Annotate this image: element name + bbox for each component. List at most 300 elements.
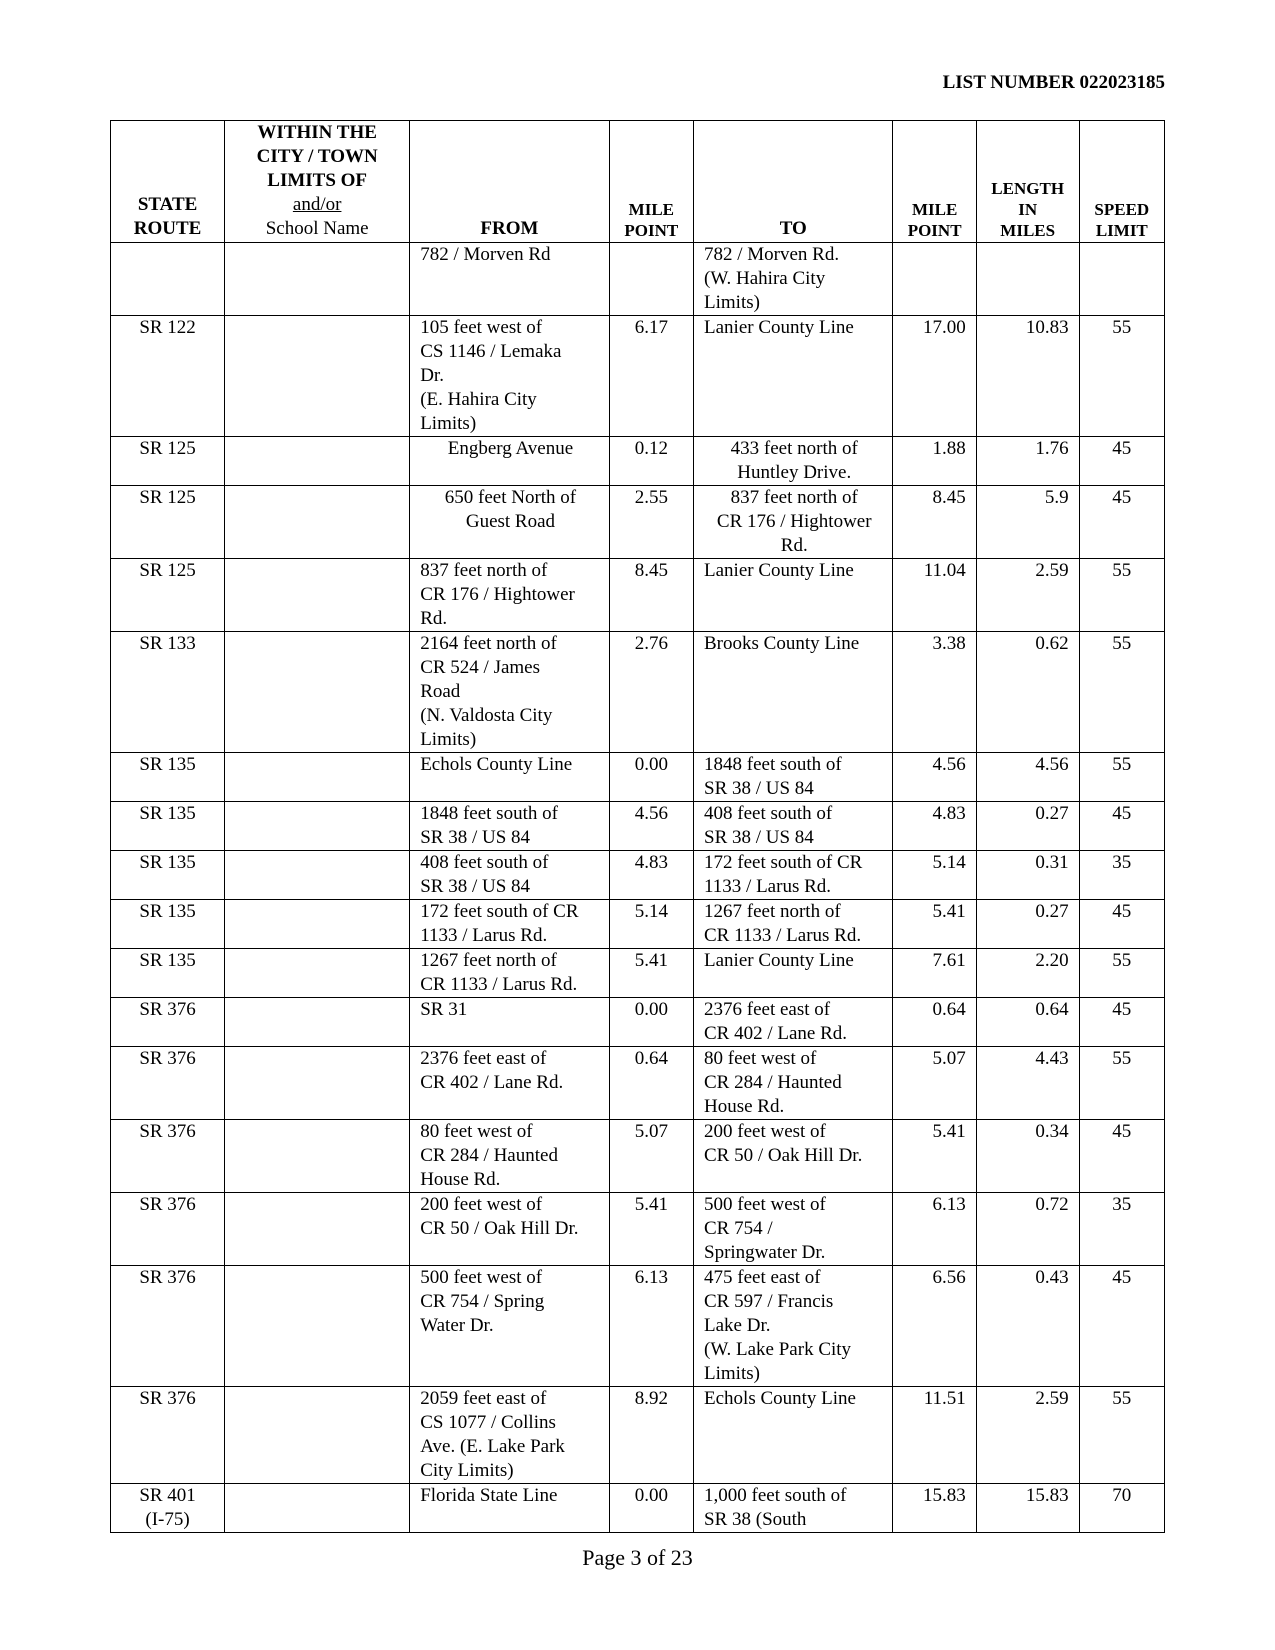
cell-mile-point-from — [609, 1484, 693, 1533]
cell-state-route-text: SR 376 — [139, 1388, 196, 1409]
cell-to-text: 1267 feet north of CR 1133 / Larus Rd. — [704, 901, 862, 946]
col-header-line: MILE — [911, 200, 958, 219]
cell-length-miles-text: 15.83 — [1025, 1485, 1069, 1506]
cell-speed-limit — [1079, 851, 1164, 900]
cell-length-miles-text: 2.59 — [1035, 560, 1069, 581]
cell-from-text: 650 feet North of Guest Road — [444, 487, 577, 532]
cell-speed-limit-text: 70 — [1112, 1485, 1132, 1506]
cell-mile-point-from — [609, 851, 693, 900]
cell-speed-limit-text: 55 — [1112, 317, 1132, 338]
cell-state-route — [111, 243, 225, 316]
cell-mile-point-to-text: 6.13 — [932, 1194, 966, 1215]
table-row — [111, 851, 1165, 900]
cell-mile-point-to — [893, 998, 976, 1047]
cell-within-limits — [225, 1193, 410, 1266]
cell-mile-point-to-text: 11.04 — [923, 560, 966, 581]
cell-mile-point-to — [893, 1047, 976, 1120]
cell-mile-point-from-text: 0.64 — [634, 1048, 668, 1069]
col-header-line: SPEED — [1094, 200, 1150, 219]
cell-from — [410, 949, 609, 998]
cell-length-miles — [976, 632, 1079, 753]
cell-speed-limit-text: 45 — [1112, 487, 1132, 508]
cell-mile-point-to — [893, 1484, 976, 1533]
col-header-line: TO — [779, 218, 807, 239]
cell-from — [410, 1047, 609, 1120]
cell-speed-limit-text: 55 — [1112, 560, 1132, 581]
cell-mile-point-from-text: 0.12 — [634, 438, 668, 459]
cell-from-text: 1267 feet north of CR 1133 / Larus Rd. — [420, 950, 578, 995]
cell-within-limits — [225, 1387, 410, 1484]
cell-mile-point-from-text: 6.13 — [634, 1267, 668, 1288]
cell-from — [410, 753, 609, 802]
cell-to-text: 2376 feet east of CR 402 / Lane Rd. — [704, 999, 848, 1044]
cell-to-text: 408 feet south of SR 38 / US 84 — [704, 803, 833, 848]
cell-length-miles — [976, 753, 1079, 802]
cell-mile-point-to-text: 5.14 — [932, 852, 966, 873]
cell-to — [694, 851, 893, 900]
table-row — [111, 753, 1165, 802]
cell-mile-point-from — [609, 486, 693, 559]
cell-mile-point-from-text: 2.55 — [634, 487, 668, 508]
cell-from — [410, 632, 609, 753]
cell-from-text: 105 feet west of CS 1146 / Lemaka Dr. (E. Hahira City Limits) — [420, 317, 562, 434]
col-header-speed-limit — [1079, 121, 1164, 243]
cell-mile-point-from — [609, 1387, 693, 1484]
col-header-length — [976, 121, 1079, 243]
cell-length-miles — [976, 900, 1079, 949]
cell-to — [694, 753, 893, 802]
cell-state-route — [111, 1120, 225, 1193]
cell-from-text: 2164 feet north of CR 524 / James Road (N. Valdosta City Limits) — [420, 633, 557, 750]
cell-state-route-text: SR 125 — [139, 487, 196, 508]
cell-mile-point-to-text: 5.07 — [932, 1048, 966, 1069]
col-header-line: LIMIT — [1095, 221, 1148, 240]
cell-speed-limit-text: 55 — [1112, 950, 1132, 971]
cell-from-text: 1848 feet south of SR 38 / US 84 — [420, 803, 558, 848]
cell-state-route — [111, 998, 225, 1047]
col-header-from — [410, 121, 609, 243]
table-row — [111, 1047, 1165, 1120]
cell-to — [694, 243, 893, 316]
cell-state-route — [111, 437, 225, 486]
col-header-line: MILE — [628, 200, 675, 219]
cell-mile-point-to — [893, 243, 976, 316]
cell-length-miles-text: 0.34 — [1035, 1121, 1069, 1142]
cell-mile-point-from — [609, 243, 693, 316]
cell-to — [694, 900, 893, 949]
cell-speed-limit — [1079, 949, 1164, 998]
speed-zone-table — [110, 120, 1165, 1533]
cell-state-route — [111, 1047, 225, 1120]
cell-state-route-text: SR 135 — [139, 950, 196, 971]
cell-mile-point-to — [893, 486, 976, 559]
cell-length-miles-text: 1.76 — [1035, 438, 1069, 459]
cell-length-miles — [976, 1047, 1079, 1120]
cell-from-text: Echols County Line — [420, 754, 573, 775]
cell-to-text: Lanier County Line — [704, 317, 854, 338]
cell-from-text: 200 feet west of CR 50 / Oak Hill Dr. — [420, 1194, 579, 1239]
cell-within-limits — [225, 1484, 410, 1533]
header-row — [111, 121, 1165, 243]
table-row — [111, 559, 1165, 632]
cell-state-route-text: SR 401 (I-75) — [139, 1485, 196, 1530]
cell-from — [410, 486, 609, 559]
cell-mile-point-from-text: 0.00 — [634, 754, 668, 775]
cell-length-miles — [976, 998, 1079, 1047]
cell-mile-point-from-text: 5.41 — [634, 950, 668, 971]
cell-mile-point-to-text: 6.56 — [932, 1267, 966, 1288]
cell-to — [694, 437, 893, 486]
cell-from-text: Engberg Avenue — [447, 438, 574, 459]
cell-mile-point-to — [893, 753, 976, 802]
cell-mile-point-from-text: 8.45 — [634, 560, 668, 581]
cell-speed-limit — [1079, 437, 1164, 486]
cell-speed-limit-text: 45 — [1112, 999, 1132, 1020]
col-header-mile-point-to — [893, 121, 976, 243]
cell-speed-limit — [1079, 1387, 1164, 1484]
cell-length-miles — [976, 1266, 1079, 1387]
cell-length-miles-text: 0.62 — [1035, 633, 1069, 654]
cell-mile-point-to — [893, 949, 976, 998]
cell-mile-point-from — [609, 1120, 693, 1193]
cell-mile-point-to — [893, 437, 976, 486]
table-row — [111, 243, 1165, 316]
cell-speed-limit — [1079, 998, 1164, 1047]
cell-speed-limit-text: 35 — [1112, 1194, 1132, 1215]
cell-to-text: 1,000 feet south of SR 38 (South — [704, 1485, 847, 1530]
table-row — [111, 900, 1165, 949]
cell-state-route — [111, 1484, 225, 1533]
cell-from-text: 408 feet south of SR 38 / US 84 — [420, 852, 549, 897]
cell-state-route-text: SR 376 — [139, 1194, 196, 1215]
cell-speed-limit — [1079, 900, 1164, 949]
cell-length-miles — [976, 851, 1079, 900]
cell-within-limits — [225, 900, 410, 949]
cell-to — [694, 802, 893, 851]
cell-to-text: 837 feet north of CR 176 / Hightower Rd. — [716, 487, 872, 556]
table-body — [111, 243, 1165, 1533]
cell-from-text: 2059 feet east of CS 1077 / Collins Ave. (E. Lake Park City Limits) — [420, 1388, 565, 1481]
cell-length-miles — [976, 559, 1079, 632]
cell-to-text: Lanier County Line — [704, 950, 854, 971]
cell-length-miles-text: 0.31 — [1035, 852, 1069, 873]
col-header-line: STATE — [137, 194, 198, 215]
cell-state-route-text: SR 122 — [139, 317, 196, 338]
cell-to-text: 782 / Morven Rd. (W. Hahira City Limits) — [704, 244, 840, 313]
cell-within-limits — [225, 559, 410, 632]
cell-speed-limit-text: 45 — [1112, 438, 1132, 459]
cell-state-route-text: SR 133 — [139, 633, 196, 654]
cell-within-limits — [225, 998, 410, 1047]
cell-speed-limit-text: 55 — [1112, 754, 1132, 775]
cell-mile-point-to-text: 11.51 — [923, 1388, 966, 1409]
table-row — [111, 437, 1165, 486]
cell-mile-point-to — [893, 900, 976, 949]
cell-length-miles-text: 0.27 — [1035, 901, 1069, 922]
cell-mile-point-to-text: 5.41 — [932, 1121, 966, 1142]
cell-state-route — [111, 486, 225, 559]
cell-speed-limit — [1079, 316, 1164, 437]
list-number: LIST NUMBER 022023185 — [942, 72, 1165, 93]
cell-from — [410, 851, 609, 900]
cell-from — [410, 802, 609, 851]
cell-speed-limit — [1079, 559, 1164, 632]
cell-speed-limit — [1079, 486, 1164, 559]
cell-state-route-text: SR 376 — [139, 1048, 196, 1069]
cell-speed-limit — [1079, 1047, 1164, 1120]
col-header-line: LENGTH — [991, 179, 1065, 198]
cell-from — [410, 559, 609, 632]
cell-mile-point-from-text: 0.00 — [634, 999, 668, 1020]
cell-within-limits — [225, 1266, 410, 1387]
cell-to-text: Echols County Line — [704, 1388, 856, 1409]
cell-to — [694, 1387, 893, 1484]
cell-length-miles-text: 5.9 — [1044, 487, 1069, 508]
cell-from — [410, 316, 609, 437]
cell-within-limits — [225, 1047, 410, 1120]
table-row — [111, 486, 1165, 559]
cell-state-route-text: SR 135 — [139, 754, 196, 775]
cell-mile-point-to — [893, 632, 976, 753]
cell-state-route — [111, 949, 225, 998]
cell-state-route — [111, 1193, 225, 1266]
cell-mile-point-from-text: 8.92 — [634, 1388, 668, 1409]
cell-mile-point-from — [609, 900, 693, 949]
table-row — [111, 1266, 1165, 1387]
cell-to-text: 172 feet south of CR 1133 / Larus Rd. — [704, 852, 863, 897]
cell-mile-point-from-text: 4.83 — [634, 852, 668, 873]
cell-mile-point-from — [609, 998, 693, 1047]
cell-mile-point-to — [893, 1387, 976, 1484]
cell-within-limits — [225, 851, 410, 900]
cell-to — [694, 1484, 893, 1533]
col-header-line: MILES — [1000, 221, 1056, 240]
cell-mile-point-to-text: 4.83 — [932, 803, 966, 824]
cell-mile-point-from — [609, 559, 693, 632]
cell-state-route — [111, 753, 225, 802]
cell-length-miles-text: 4.43 — [1035, 1048, 1069, 1069]
cell-from — [410, 1193, 609, 1266]
cell-mile-point-from — [609, 1047, 693, 1120]
cell-mile-point-to-text: 15.83 — [923, 1485, 966, 1506]
cell-state-route — [111, 559, 225, 632]
cell-mile-point-from-text: 5.07 — [634, 1121, 668, 1142]
cell-state-route — [111, 851, 225, 900]
cell-from-text: 80 feet west of CR 284 / Haunted House Rd. — [420, 1121, 558, 1190]
cell-length-miles-text: 4.56 — [1035, 754, 1069, 775]
cell-mile-point-from — [609, 949, 693, 998]
cell-length-miles — [976, 243, 1079, 316]
cell-speed-limit — [1079, 1484, 1164, 1533]
col-header-line: FROM — [480, 218, 539, 239]
cell-length-miles — [976, 1484, 1079, 1533]
table-row — [111, 632, 1165, 753]
cell-state-route-text: SR 376 — [139, 1121, 196, 1142]
cell-within-limits — [225, 1120, 410, 1193]
cell-mile-point-to-text: 8.45 — [932, 487, 966, 508]
cell-mile-point-from — [609, 1266, 693, 1387]
cell-mile-point-from-text: 6.17 — [634, 317, 668, 338]
table-row — [111, 1387, 1165, 1484]
cell-mile-point-to — [893, 316, 976, 437]
cell-state-route-text: SR 135 — [139, 852, 196, 873]
col-header-line: POINT — [624, 221, 679, 240]
cell-speed-limit — [1079, 753, 1164, 802]
cell-mile-point-from — [609, 437, 693, 486]
cell-speed-limit — [1079, 632, 1164, 753]
cell-length-miles — [976, 437, 1079, 486]
table-row — [111, 998, 1165, 1047]
col-header-line: POINT — [907, 221, 962, 240]
col-header-line: School Name — [265, 218, 369, 239]
cell-state-route-text: SR 376 — [139, 1267, 196, 1288]
cell-speed-limit — [1079, 1266, 1164, 1387]
cell-to-text: Lanier County Line — [704, 560, 854, 581]
cell-to-text: 80 feet west of CR 284 / Haunted House Rd. — [704, 1048, 842, 1117]
cell-state-route — [111, 802, 225, 851]
cell-to — [694, 559, 893, 632]
cell-state-route-text: SR 125 — [139, 560, 196, 581]
cell-to — [694, 632, 893, 753]
cell-to-text: 200 feet west of CR 50 / Oak Hill Dr. — [704, 1121, 863, 1166]
cell-within-limits — [225, 437, 410, 486]
cell-speed-limit-text: 35 — [1112, 852, 1132, 873]
table-row — [111, 316, 1165, 437]
cell-speed-limit — [1079, 1120, 1164, 1193]
cell-mile-point-from — [609, 632, 693, 753]
col-header-mile-point-from — [609, 121, 693, 243]
col-header-line: and/or — [292, 194, 342, 215]
cell-mile-point-from — [609, 802, 693, 851]
col-header-to — [694, 121, 893, 243]
cell-from — [410, 900, 609, 949]
col-header-line: IN — [1018, 200, 1038, 219]
cell-length-miles-text: 0.43 — [1035, 1267, 1069, 1288]
cell-length-miles-text: 10.83 — [1025, 317, 1069, 338]
cell-mile-point-from — [609, 316, 693, 437]
cell-length-miles — [976, 949, 1079, 998]
cell-length-miles-text: 0.64 — [1035, 999, 1069, 1020]
cell-within-limits — [225, 753, 410, 802]
cell-from-text: Florida State Line — [420, 1485, 558, 1506]
col-header-line: CITY / TOWN — [256, 146, 378, 167]
cell-to-text: 475 feet east of CR 597 / Francis Lake Dr. (W. Lake Park City Limits) — [704, 1267, 852, 1384]
table-row — [111, 802, 1165, 851]
cell-mile-point-from-text: 2.76 — [634, 633, 668, 654]
cell-mile-point-from-text: 0.00 — [634, 1485, 668, 1506]
cell-from-text: 782 / Morven Rd — [420, 244, 551, 265]
cell-mile-point-from — [609, 753, 693, 802]
col-header-line: ROUTE — [133, 218, 202, 239]
cell-mile-point-to — [893, 802, 976, 851]
cell-length-miles — [976, 486, 1079, 559]
cell-within-limits — [225, 802, 410, 851]
cell-mile-point-to — [893, 1266, 976, 1387]
cell-mile-point-to — [893, 559, 976, 632]
cell-state-route — [111, 900, 225, 949]
cell-mile-point-to-text: 1.88 — [932, 438, 966, 459]
cell-from — [410, 1120, 609, 1193]
cell-mile-point-to — [893, 851, 976, 900]
cell-from — [410, 1484, 609, 1533]
cell-length-miles-text: 2.59 — [1035, 1388, 1069, 1409]
cell-state-route-text: SR 135 — [139, 803, 196, 824]
cell-mile-point-from — [609, 1193, 693, 1266]
cell-to-text: Brooks County Line — [704, 633, 860, 654]
cell-length-miles — [976, 802, 1079, 851]
cell-from-text: SR 31 — [420, 999, 468, 1020]
table-row — [111, 1193, 1165, 1266]
cell-mile-point-to-text: 7.61 — [932, 950, 966, 971]
cell-within-limits — [225, 243, 410, 316]
col-header-within — [225, 121, 410, 243]
cell-to — [694, 1120, 893, 1193]
cell-from — [410, 1387, 609, 1484]
cell-length-miles — [976, 316, 1079, 437]
table-row — [111, 949, 1165, 998]
cell-length-miles-text: 0.72 — [1035, 1194, 1069, 1215]
cell-to-text: 1848 feet south of SR 38 / US 84 — [704, 754, 842, 799]
cell-mile-point-from-text: 5.14 — [634, 901, 668, 922]
cell-from-text: 837 feet north of CR 176 / Hightower Rd. — [420, 560, 575, 629]
cell-mile-point-from-text: 4.56 — [634, 803, 668, 824]
cell-speed-limit-text: 55 — [1112, 1388, 1132, 1409]
cell-length-miles-text: 0.27 — [1035, 803, 1069, 824]
cell-length-miles-text: 2.20 — [1035, 950, 1069, 971]
page-number: Page 3 of 23 — [582, 1545, 693, 1570]
table-row — [111, 1484, 1165, 1533]
cell-within-limits — [225, 949, 410, 998]
cell-from — [410, 243, 609, 316]
cell-speed-limit-text: 55 — [1112, 1048, 1132, 1069]
cell-within-limits — [225, 316, 410, 437]
cell-to — [694, 316, 893, 437]
cell-state-route-text: SR 376 — [139, 999, 196, 1020]
cell-speed-limit-text: 45 — [1112, 1121, 1132, 1142]
cell-state-route — [111, 316, 225, 437]
cell-mile-point-to-text: 4.56 — [932, 754, 966, 775]
cell-mile-point-to-text: 17.00 — [923, 317, 966, 338]
cell-to-text: 500 feet west of CR 754 / Springwater Dr. — [704, 1194, 826, 1263]
cell-speed-limit-text: 45 — [1112, 1267, 1132, 1288]
cell-state-route-text: SR 125 — [139, 438, 196, 459]
cell-state-route — [111, 632, 225, 753]
cell-speed-limit-text: 45 — [1112, 803, 1132, 824]
cell-to — [694, 1193, 893, 1266]
cell-length-miles — [976, 1193, 1079, 1266]
cell-speed-limit-text: 45 — [1112, 901, 1132, 922]
cell-from-text: 172 feet south of CR 1133 / Larus Rd. — [420, 901, 579, 946]
cell-state-route-text: SR 135 — [139, 901, 196, 922]
col-header-line: WITHIN THE — [257, 122, 377, 143]
cell-length-miles — [976, 1387, 1079, 1484]
cell-mile-point-to-text: 0.64 — [932, 999, 966, 1020]
cell-within-limits — [225, 486, 410, 559]
cell-mile-point-to-text: 3.38 — [932, 633, 966, 654]
cell-length-miles — [976, 1120, 1079, 1193]
cell-from — [410, 437, 609, 486]
cell-state-route — [111, 1266, 225, 1387]
cell-mile-point-to-text: 5.41 — [932, 901, 966, 922]
cell-mile-point-to — [893, 1193, 976, 1266]
cell-speed-limit — [1079, 1193, 1164, 1266]
cell-state-route — [111, 1387, 225, 1484]
cell-to — [694, 949, 893, 998]
cell-from — [410, 998, 609, 1047]
col-header-state-route — [111, 121, 225, 243]
cell-speed-limit — [1079, 243, 1164, 316]
cell-to-text: 433 feet north of Huntley Drive. — [730, 438, 858, 483]
